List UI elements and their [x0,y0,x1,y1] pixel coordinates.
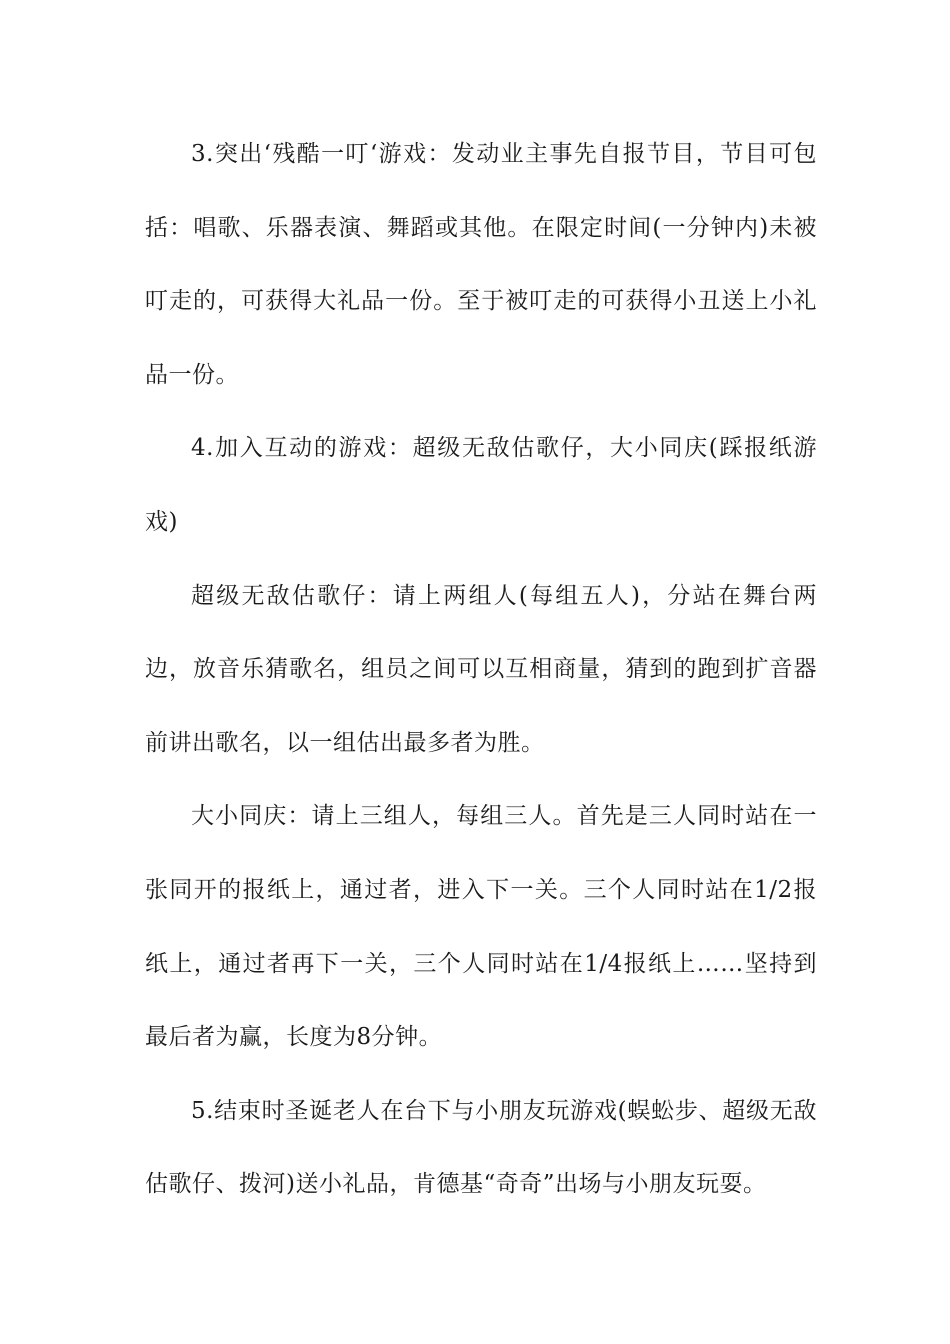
paragraph-interactive-games: 4.加入互动的游戏：超级无敌估歌仔，大小同庆(踩报纸游戏) [145,435,817,535]
paragraph-santa-ending: 5.结束时圣诞老人在台下与小朋友玩游戏(蜈蚣步、超级无敌估歌仔、拨河)送小礼品，肯德基“奇奇”出场与小朋友玩耍。 [145,1097,817,1198]
paragraph-newspaper-game: 大小同庆：请上三组人，每组三人。首先是三人同时站在一张同开的报纸上，通过者，进入下一关。三个人同时站在1/2报纸上，通过者再下一关，三个人同时站在1/4报纸上……坚持到最后者为赢，长度为8分钟。 [145,803,817,1051]
document-body [145,118,817,1222]
paragraph-guess-song: 超级无敌估歌仔：请上两组人(每组五人)，分站在舞台两边，放音乐猜歌名，组员之间可以互相商量，猜到的跑到扩音器前讲出歌名，以一组估出最多者为胜。 [145,582,817,756]
paragraph-game-ding: 3.突出‘残酷一叮‘游戏：发动业主事先自报节目，节目可包括：唱歌、乐器表演、舞蹈或其他。在限定时间(一分钟内)未被叮走的，可获得大礼品一份。至于被叮走的可获得小丑送上小礼品一份。 [145,141,817,388]
